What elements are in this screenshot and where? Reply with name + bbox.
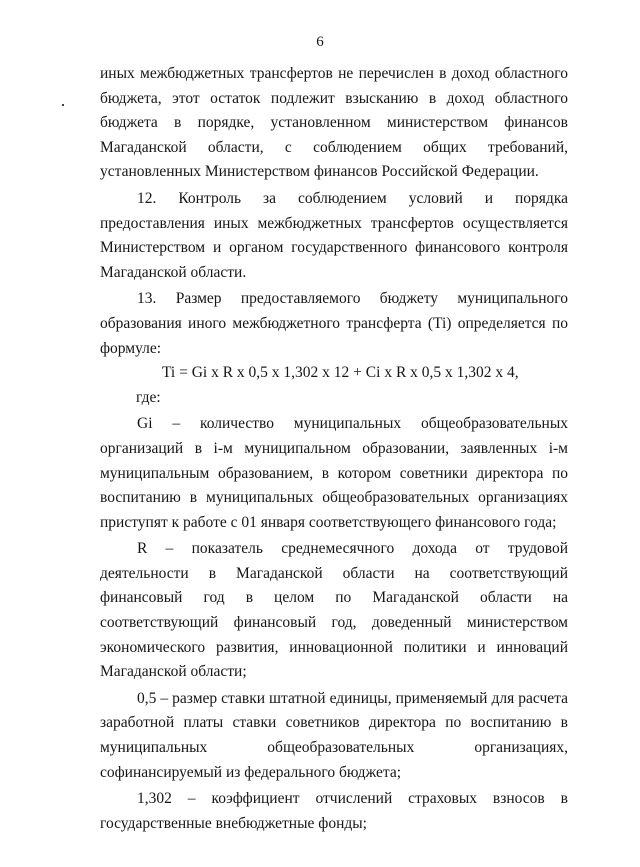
body-text xyxy=(100,62,568,836)
page-number: 6 xyxy=(316,34,324,50)
definition-r: R – показатель среднемесячного дохода от трудовой деятельности в Магаданской области на соответствующий финансовый год в целом по Магаданской области на соответствующий финансовый год, доведенный министерством экономического развития, инновационной политики и инноваций Магаданской области; xyxy=(100,540,568,681)
definition-coefficient-1-302: 1,302 – коэффициент отчислений страховых взносов в государственные внебюджетные фонды; xyxy=(100,790,568,832)
paragraph-12-control: 12. Контроль за соблюдением условий и порядка предоставления иных межбюджетных трансфертов осуществляется Министерством и органом государственного финансового контроля Магаданской области. xyxy=(100,189,568,281)
transfer-formula: Ti = Gi x R x 0,5 x 1,302 x 12 + Ci x R x 0,5 x 1,302 x 4, xyxy=(162,364,519,382)
scan-speck xyxy=(62,104,64,106)
paragraph-continuation: иных межбюджетных трансфертов не перечислен в доход областного бюджета, этот остаток подлежит взысканию в доход областного бюджета в порядке, установленном министерством финансов Магаданской области, с соблюдением общих требований, установленных Министерством финансов Российской Федерации. xyxy=(100,65,568,181)
paragraph-13-transfer-size: 13. Размер предоставляемого бюджету муниципального образования иного межбюджетного трансферта (Ti) определяется по формуле: xyxy=(100,290,568,357)
definition-rate-0-5: 0,5 – размер ставки штатной единицы, применяемый для расчета заработной платы ставки советников директора по воспитанию в муниципальных общеобразовательных организациях, софинансируемый из федерального бюджета; xyxy=(100,689,568,781)
definition-gi: Gi – количество муниципальных общеобразовательных организаций в i-м муниципальном образовании, заявленных i-м муниципальным образованием, в котором советники директора по воспитанию в муниципальных общеобразовательных организациях приступят к работе с 01 января соответствующего финансового года; xyxy=(100,415,568,531)
formula-where-label: где: xyxy=(136,388,161,406)
